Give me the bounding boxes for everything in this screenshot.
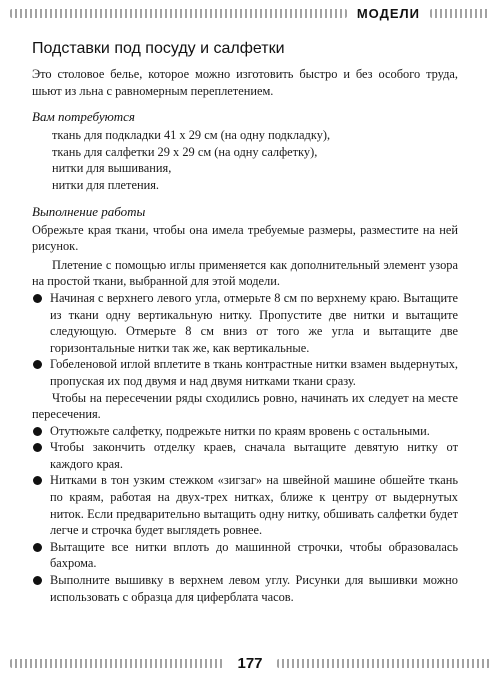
process-heading: Выполнение работы	[32, 203, 146, 219]
materials-heading: Вам потребуются	[32, 109, 135, 125]
article	[32, 40, 458, 605]
step-item	[32, 356, 458, 389]
ornament-border	[10, 659, 223, 668]
section-label: МОДЕЛИ	[356, 5, 420, 21]
step-item	[32, 423, 458, 440]
step-text: Чтобы закончить отделку краев, сначала вытащите девятую нитку от каждого края.	[50, 440, 458, 471]
materials-item: нитки для вышивания,	[52, 161, 172, 176]
bullet-icon	[33, 360, 42, 369]
step-item	[32, 439, 458, 472]
step-text: Гобеленовой иглой вплетите в ткань контрастные нитки взамен выдернутых, пропуская их под двумя и над двумя нитками ткани сразу.	[50, 357, 458, 388]
step-item	[32, 472, 458, 538]
step-text: Отутюжьте салфетку, подрежьте нитки по краям вровень с остальными.	[50, 423, 430, 438]
step-text: Начиная с верхнего левого угла, отмерьте 8 см по верхнему краю. Вытащите из ткани одну вертикальную нитку. Пропустите две нитки и вытащите следующую. Отмерьте 8 см вниз от того же угла и вытащите две горизонтальные нитки так же, как вертикальные.	[50, 290, 458, 355]
materials-list	[52, 127, 458, 193]
weaving-note: Плетение с помощью иглы применяется как дополнительный элемент узора на простой ткани, выбранной для этой модели.	[32, 257, 458, 289]
steps-list-a	[32, 290, 458, 390]
cross-note: Чтобы на пересечении ряды сходились ровно, начинать их следует на месте пересечения.	[32, 390, 458, 422]
step-text: Нитками в тон узким стежком «зигзаг» на швейной машине обшейте ткань по краям, работая на двух-трех нитках, ближе к центру от выдернутых ниток. Если предварительно вытащить одну нитку, обшивать салфетки будет легче и строчка будет выглядеть ровнее.	[50, 473, 458, 538]
step-item	[32, 539, 458, 572]
step-item	[32, 572, 458, 605]
bullet-icon	[33, 476, 42, 485]
ornament-border	[10, 9, 347, 18]
materials-item: нитки для плетения.	[52, 177, 159, 192]
footer-ornament-bar	[10, 656, 490, 670]
step-text: Вытащите все нитки вплоть до машинной строчки, чтобы образовалась бахрома.	[50, 539, 458, 571]
ornament-border	[430, 9, 490, 18]
materials-item: ткань для подкладки 41 х 29 см (на одну подкладку),	[52, 128, 331, 143]
bullet-icon	[33, 576, 42, 585]
bullet-icon	[33, 427, 42, 436]
header-ornament-bar	[10, 6, 490, 20]
article-intro: Это столовое белье, которое можно изготовить быстро и без особого труда, шьют из льна с равномерным переплетением.	[32, 67, 458, 98]
bullet-icon	[33, 543, 42, 552]
step-text: Выполните вышивку в верхнем левом углу. Рисунки для вышивки можно использовать с образца для циферблата часов.	[50, 573, 458, 604]
steps-list-b	[32, 423, 458, 606]
materials-item: ткань для салфетки 29 х 29 см (на одну салфетку),	[52, 144, 318, 159]
bullet-icon	[33, 294, 42, 303]
article-title: Подставки под посуду и салфетки	[32, 40, 285, 57]
process-intro: Обрежьте края ткани, чтобы она имела требуемые размеры, разместите на ней рисунок.	[32, 222, 458, 254]
bullet-icon	[33, 443, 42, 452]
page-number: 177	[237, 654, 263, 672]
step-item	[32, 290, 458, 356]
ornament-border	[277, 659, 490, 668]
